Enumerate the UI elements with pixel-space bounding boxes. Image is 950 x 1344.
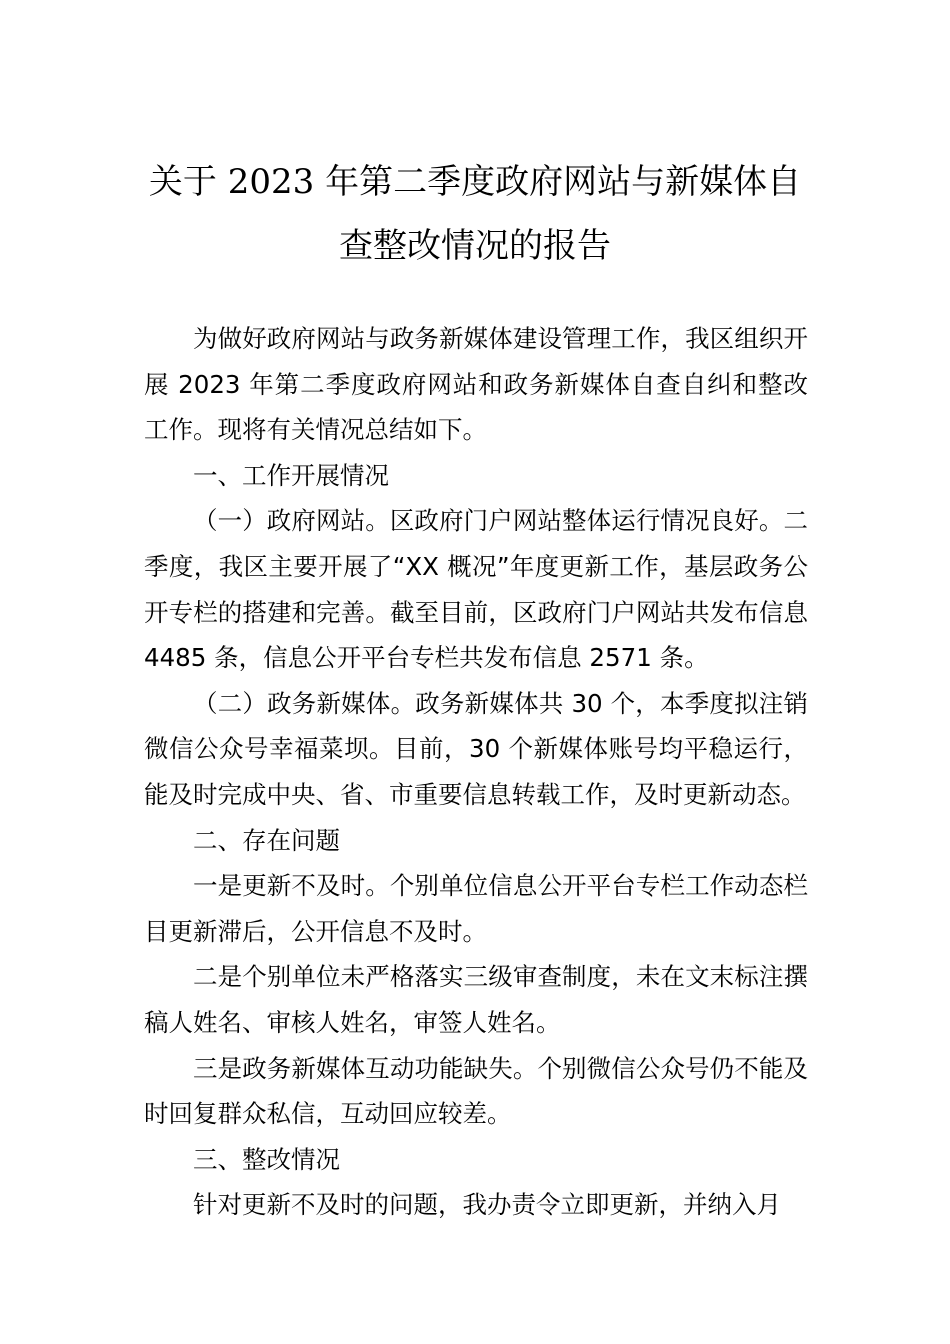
intro-paragraph: 为做好政府网站与政务新媒体建设管理工作，我区组织开展 2023 年第二季度政府网站和政务新媒体自查自纠和整改工作。现将有关情况总结如下。 xyxy=(144,324,808,445)
document-body xyxy=(144,316,808,1228)
problem-paragraph-1: 一是更新不及时。个别单位信息公开平台专栏工作动态栏目更新滞后，公开信息不及时。 xyxy=(144,871,808,946)
document-title-line-1: 关于 2023 年第二季度政府网站与新媒体自 xyxy=(148,162,802,202)
document-title-line-2: 查整改情况的报告 xyxy=(339,226,611,266)
problem-paragraph-2: 二是个别单位未严格落实三级审查制度，未在文末标注撰稿人姓名、审核人姓名，审签人姓名。 xyxy=(144,962,808,1037)
problem-paragraph-3: 三是政务新媒体互动功能缺失。个别微信公众号仍不能及时回复群众私信，互动回应较差。 xyxy=(144,1053,808,1129)
paragraph-government-website: （一）政府网站。区政府门户网站整体运行情况良好。二季度，我区主要开展了“XX 概况”年度更新工作，基层政务公开专栏的搭建和完善。截至目前，区政府门户网站共发布信息 4485 条，信息公开平台专栏共发布信息 2571 条。 xyxy=(144,506,808,673)
section-heading-1: 一、工作开展情况 xyxy=(193,460,389,490)
section-heading-2: 二、存在问题 xyxy=(193,825,340,855)
rectification-paragraph: 针对更新不及时的问题，我办责令立即更新，并纳入月 xyxy=(193,1190,781,1220)
section-heading-3: 三、整改情况 xyxy=(193,1144,340,1174)
paragraph-new-media: （二）政务新媒体。政务新媒体共 30 个，本季度拟注销微信公众号幸福菜坝。目前，30 个新媒体账号均平稳运行，能及时完成中央、省、市重要信息转载工作，及时更新动态。 xyxy=(144,688,808,809)
